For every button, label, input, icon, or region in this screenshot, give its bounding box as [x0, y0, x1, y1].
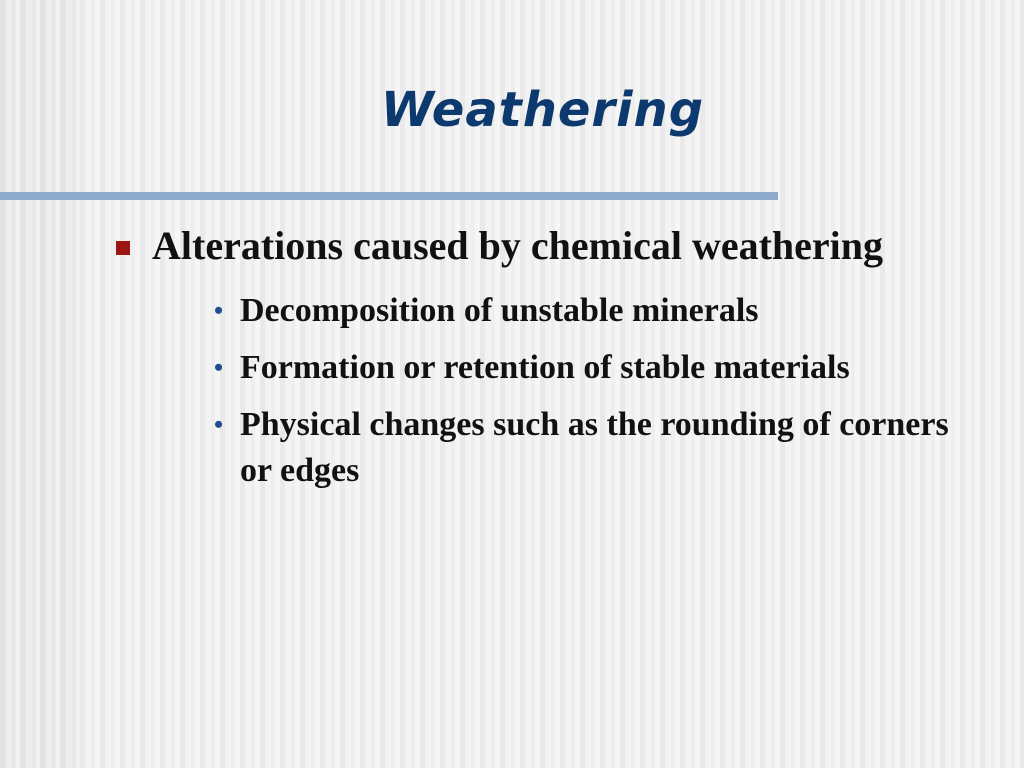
sub-bullet-list: [214, 288, 974, 505]
square-bullet-icon: [116, 241, 130, 255]
title-divider: [0, 192, 778, 200]
dot-bullet-icon: •: [214, 353, 224, 382]
sub-bullet-item: [214, 345, 974, 391]
sub-bullet-item: [214, 402, 974, 494]
sub-bullet-text: Physical changes such as the rounding of corners or edges: [240, 406, 949, 489]
sub-bullet-text: Decomposition of unstable minerals: [240, 292, 759, 329]
main-bullet-text: Alterations caused by chemical weathering: [152, 223, 884, 268]
dot-bullet-icon: •: [214, 410, 224, 439]
sub-bullet-text: Formation or retention of stable materials: [240, 349, 850, 386]
slide-title: Weathering: [380, 82, 705, 138]
dot-bullet-icon: •: [214, 296, 224, 325]
main-bullet: [116, 222, 883, 269]
sub-bullet-item: [214, 288, 974, 334]
